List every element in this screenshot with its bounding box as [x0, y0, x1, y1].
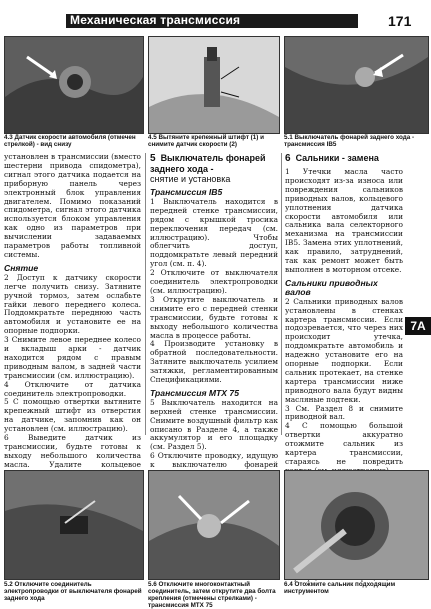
caption-photo-5-6: 5.6 Отключите многоконтактный соединитель, затем открутите два болта крепления (отмечены стрелками) - трансмиссия MTX 75 — [148, 581, 276, 609]
chapter-tab: 7A — [405, 317, 431, 335]
step-2: 2 Отключите от выключателя соединитель электропроводки (см. иллюстрацию). — [150, 268, 278, 295]
subheading-ib5: Трансмиссия IB5 — [150, 187, 223, 197]
caption-photo-5-2: 5.2 Отключите соединитель электропроводки от выключателя фонарей заднего хода — [4, 581, 142, 602]
subheading-removal: Снятие — [4, 262, 39, 273]
subheading-driveshaft-seals: Сальники приводных валов — [285, 277, 378, 297]
page-number: 171 — [388, 13, 412, 29]
section-subtitle: снятие и установка — [150, 174, 231, 184]
step-2: 2 Сальники приводных валов установлены в стенках картера трансмиссии. Если подозревается, что через них происходит утечка, поддомкратьте автомобиль и надежно установите его на опорные подпорки. Если сальник протекает, на стенке картера трансмиссии ниже приводного вала будут видны масляные подтеки. — [285, 296, 403, 404]
section-number: 6 — [285, 153, 291, 164]
step-4: 4 Производите установку в обратной последовательности. Затяните выключатель усилием затяжки, регламентированным Спецификациями. — [150, 339, 278, 385]
step-1: 1 Выключатель находится в передней стенке трансмиссии, рядом с крышкой тросика переключения передач (см. иллюстрацию). Чтобы облегчить доступ, поддомкратьте левый передний угол (см. п. 4). — [150, 196, 278, 269]
step-5: 5 Выключатель находится на верхней стенке трансмиссии. Снимите воздушный фильтр как описано в Разделе 4, а также аккумулятор и его площадку (см. Раздел 5). — [150, 397, 278, 452]
photo-reverse-switch-ib5 — [284, 36, 429, 134]
step-5: 5 С помощью отвертки вытяните крепежный штифт из отверстия на датчике, запомнив как он установлен (см. иллюстрацию). — [4, 397, 141, 434]
step-4: 4 Отключите от датчика соединитель электропроводки. — [4, 379, 141, 398]
section-title: Сальники - замена — [295, 153, 379, 163]
column-divider — [145, 153, 146, 435]
caption-photo-5-1: 5.1 Выключатель фонарей заднего хода - трансмиссия IB5 — [284, 134, 415, 148]
paragraph: установлен в трансмиссии (вместо шестерни привода спидометра), сигнал этого датчика подается на приборную панель через электронный блок управления двигателем. Помимо показаний спидометра, сигнал этого датчика используется блоком управления как одно из параметров при вычислении задаваемых параметров работы топливной системы. — [4, 152, 141, 259]
caption-photo-6-4: 6.4 Отожмите сальник подходящим инструментом — [284, 581, 396, 595]
step-6: 6 Выведите датчик из трансмиссии, будьте готовы к выходу небольшого количества масла. Удалите кольцевое — [4, 433, 141, 469]
photo-pry-out-seal — [284, 470, 429, 580]
section-6-heading — [285, 153, 403, 164]
photo-disconnect-connector — [4, 470, 144, 580]
step-2: 2 Доступ к датчику скорости легче получить снизу. Затяните ручной тормоз, затем ослабьте гайки левого переднего колеса. Поддомкратьте переднюю часть автомобиля и установите ее на опорные подпорки. — [4, 272, 141, 336]
caption-photo-4-3: 4.3 Датчик скорости автомобиля (отмечен стрелкой) - вид снизу — [4, 134, 136, 148]
caption-photo-4-5: 4.5 Вытяните крепежный штифт (1) и снимите датчик скорости (2) — [148, 134, 264, 148]
photo-speed-sensor-pin — [148, 36, 280, 134]
section-5-heading — [150, 153, 278, 184]
column-divider — [281, 153, 282, 435]
page-header — [0, 0, 431, 32]
page-title: Механическая трансмиссия — [70, 13, 241, 27]
step-3: 3 См. Раздел 8 и снимите приводной вал. — [285, 403, 403, 422]
section-title: Выключатель фонарей заднего хода - — [150, 153, 266, 174]
step-3: 3 Снимите левое переднее колесо и вкладыш арки - датчик находится рядом с правым приводным валом, в задней части трансмиссии (см. иллюстрацию). — [4, 335, 141, 380]
subheading-mtx75: Трансмиссия MTX 75 — [150, 387, 239, 398]
step-3: 3 Открутите выключатель и снимите его с передней стенки трансмиссии, будьте готовы к выходу небольшого количества масла в процессе работы. — [150, 294, 278, 340]
photo-vehicle-speed-sensor — [4, 36, 144, 134]
photo-multiplug-mtx75 — [148, 470, 280, 580]
step-6: 6 Отключите проводку, идущую к выключателю фонарей — [150, 451, 278, 470]
section-number: 5 — [150, 153, 156, 164]
step-4: 4 С помощью большой отвертки аккуратно отожмите сальник из картера трансмиссии, стараясь не повредить — [285, 421, 403, 466]
step-1: 1 Утечки масла часто происходят из-за износа или повреждения сальников приводных валов, кольцевого уплотнения датчика скорости автомобиля или сальника вала селекторного механизма на трансмиссии IB5. Замена этих уплотнений, как правило, затруднений, так как ремонт может быть выполнен в моторном отсеке. — [285, 167, 403, 274]
